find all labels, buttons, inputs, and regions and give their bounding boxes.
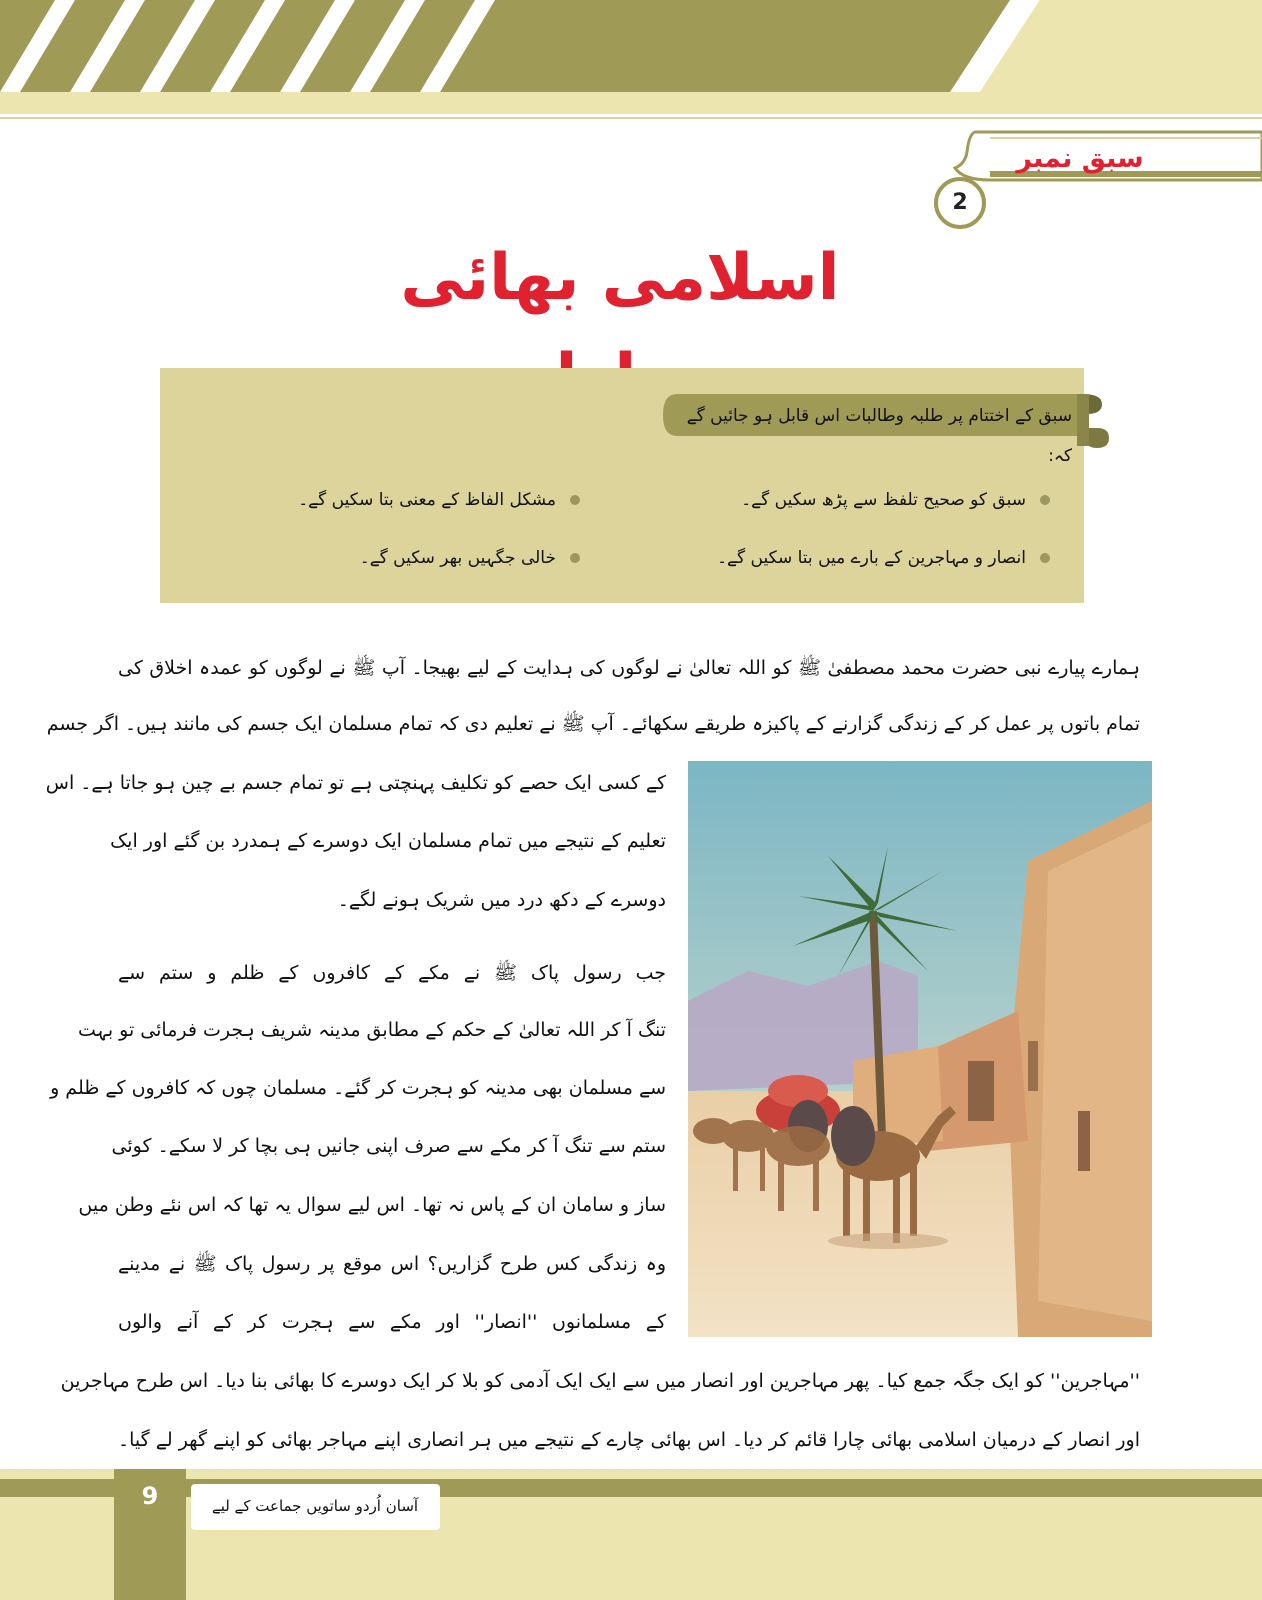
body-line: کے کسی ایک حصے کو تکلیف پہنچتی ہے تو تمام جسم بے چین ہو جاتا ہے۔ اس — [45, 772, 666, 794]
objective-item — [640, 543, 1050, 573]
page-number: 9 — [141, 1482, 159, 1510]
body-line: وہ زندگی کس طرح گزاریں؟ اس موقع پر رسول پاک ﷺ نے مدینے — [118, 1253, 666, 1275]
objective-item — [700, 485, 1050, 515]
objective-text: سبق کو صحیح تلفظ سے پڑھ سکیں گے۔ — [741, 490, 1026, 510]
objectives-intro: سبق کے اختتام پر طلبہ وطالبات اس قابل ہو جائیں گے کہ: — [686, 406, 1072, 466]
objective-item — [260, 485, 580, 515]
bullet-icon — [570, 495, 580, 505]
body-line: کے مسلمانوں ''انصار'' اور مکے سے ہجرت کر کے آنے والوں — [118, 1311, 666, 1333]
body-line: اور انصار کے درمیان اسلامی بھائی چارا قائم کر دیا۔ اس بھائی چارے کے نتیجے میں ہر انصاری اپنے مہاجر بھائی کو اپنے گھر لے گیا۔ — [118, 1429, 1140, 1451]
bullet-icon — [1040, 553, 1050, 563]
body-line: تمام باتوں پر عمل کر کے زندگی گزارنے کے پاکیزہ طریقے سکھائے۔ آپ ﷺ نے تعلیم دی کہ تمام مسلمان ایک جسم کی مانند ہیں۔ اگر جسم — [46, 713, 1140, 735]
camel-caravan-painting — [688, 761, 1152, 1337]
body-line: تعلیم کے نتیجے میں تمام مسلمان ایک دوسرے کے ہمدرد بن گئے اور ایک — [110, 830, 666, 852]
body-line: ستم سے تنگ آ کر مکے سے صرف اپنی جانیں ہی بچا کر لا سکے۔ کوئی — [111, 1135, 666, 1157]
header-band — [0, 0, 1262, 122]
body-line: دوسرے کے دکھ درد میں شریک ہونے لگے۔ — [337, 889, 666, 911]
body-line: تنگ آ کر اللہ تعالیٰ کے حکم کے مطابق مدینہ شریف ہجرت فرمائی تو بہت — [78, 1019, 666, 1041]
body-line: ہمارے پیارے نبی حضرت محمد مصطفیٰ ﷺ کو اللہ تعالیٰ نے لوگوں کی ہدایت کے لیے بھیجا۔ آپ ﷺ نے لوگوں کو عمدہ اخلاق کی — [118, 657, 1140, 679]
page-title: اسلامی بھائی — [400, 241, 840, 315]
lesson-number: 2 — [952, 190, 968, 215]
objective-text: انصار و مہاجرین کے بارے میں بتا سکیں گے۔ — [717, 548, 1026, 568]
objective-text: مشکل الفاظ کے معنی بتا سکیں گے۔ — [298, 490, 556, 510]
footer-band — [0, 1469, 1262, 1600]
body-line: ''مہاجرین'' کو ایک جگہ جمع کیا۔ پھر مہاجرین اور انصار میں سے ایک ایک آدمی کو بلا کر ایک دوسرے کا بھائی بنا دیا۔ اس طرح مہاجرین — [60, 1370, 1140, 1392]
bullet-icon — [1040, 495, 1050, 505]
objective-item — [300, 543, 580, 573]
body-line: سے مسلمان بھی مدینہ کو ہجرت کر گئے۔ مسلمان چوں کہ کافروں کے ظلم و — [50, 1077, 666, 1099]
lesson-label: سبق نمبر — [1016, 143, 1144, 174]
book-title: آسان اُردو ساتویں جماعت کے لیے — [211, 1497, 419, 1515]
bullet-icon — [570, 553, 580, 563]
body-line: جب رسول پاک ﷺ نے مکے کے کافروں کے ظلم و ستم سے — [118, 962, 666, 984]
body-line: ساز و سامان ان کے پاس نہ تھا۔ اس لیے سوال یہ تھا کہ اس نئے وطن میں — [78, 1194, 666, 1216]
objective-text: خالی جگہیں بھر سکیں گے۔ — [359, 548, 556, 568]
